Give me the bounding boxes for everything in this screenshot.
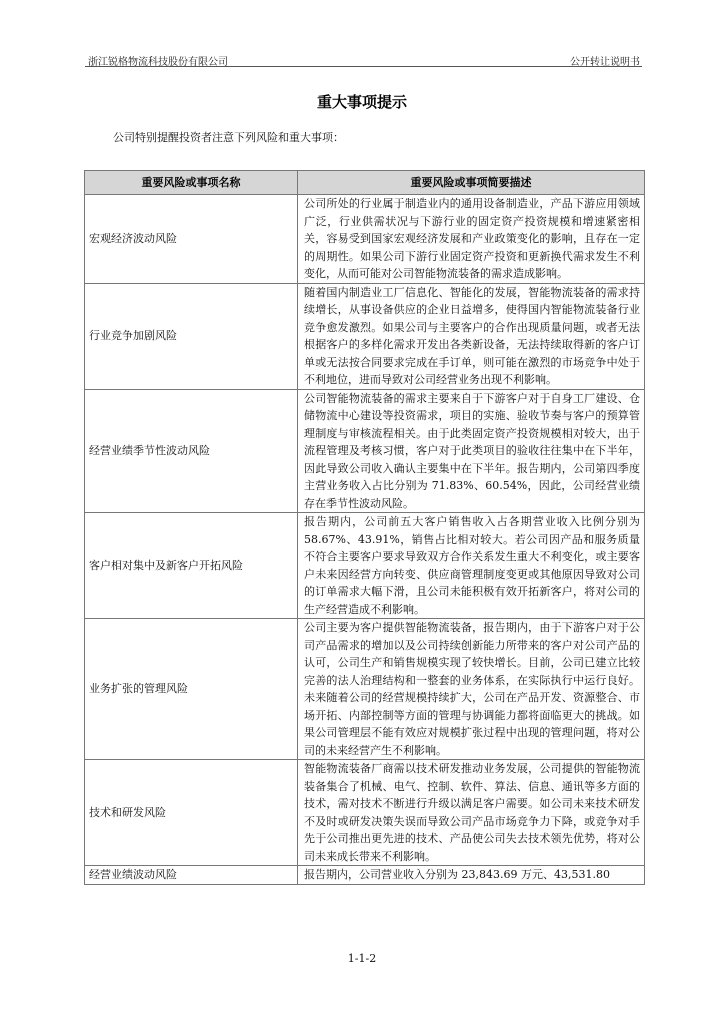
- risk-name-cell: 宏观经济波动风险: [85, 195, 298, 284]
- table-row: [85, 513, 645, 619]
- table-header-row: [85, 171, 645, 195]
- table-row: [85, 283, 645, 389]
- page-header: [85, 52, 642, 67]
- risk-description-cell: 智能物流装备厂商需以技术研发推动业务发展，公司提供的智能物流装备集合了机械、电气、控制、软件、算法、信息、通讯等多方面的技术，需对技术不断进行升级以满足客户需要。如公司未来技术研发不及时或研发决策失误而导致公司产品市场竞争力下降，或竞争对手先于公司推出更先进的技术、产品使公司失去技术领先优势，将对公司未来成长带来不利影响。: [298, 760, 645, 866]
- table-row: [85, 866, 645, 885]
- header-company-name: 浙江锐格物流科技股份有限公司: [88, 57, 228, 68]
- risk-description-cell: 报告期内，公司营业收入分别为 23,843.69 万元、43,531.80: [298, 866, 645, 885]
- table-row: [85, 619, 645, 760]
- table-row: [85, 389, 645, 513]
- column-header-risk-name: 重要风险或事项名称: [85, 171, 298, 195]
- risk-description-cell: 公司所处的行业属于制造业内的通用设备制造业，产品下游应用领域广泛，行业供需状况与下游行业的固定资产投资规模和增速紧密相关，容易受到国家宏观经济发展和产业政策变化的影响，且存在一定的周期性。如果公司下游行业固定资产投资和更新换代需求发生不利变化，从而可能对公司智能物流装备的需求造成影响。: [298, 195, 645, 284]
- header-document-type: 公开转让说明书: [570, 57, 640, 68]
- risk-description-cell: 公司主要为客户提供智能物流装备，报告期内，由于下游客户对于公司产品需求的增加以及公司持续创新能力所带来的客户对公司产品的认可，公司生产和销售规模实现了较快增长。目前，公司已建立比较完善的法人治理结构和一整套的业务体系，在实际执行中运行良好。未来随着公司的经营规模持续扩大，公司在产品开发、资源整合、市场开拓、内部控制等方面的管理与协调能力都将面临更大的挑战。如果公司管理层不能有效应对规模扩张过程中出现的管理问题，将对公司的未来经营产生不利影响。: [298, 619, 645, 760]
- risk-name-cell: 技术和研发风险: [85, 760, 298, 866]
- risk-name-cell: 行业竞争加剧风险: [85, 283, 298, 389]
- risk-name-cell: 客户相对集中及新客户开拓风险: [85, 513, 298, 619]
- column-header-risk-description: 重要风险或事项简要描述: [298, 171, 645, 195]
- risk-name-cell: 经营业绩波动风险: [85, 866, 298, 885]
- risk-name-cell: 经营业绩季节性波动风险: [85, 389, 298, 513]
- table-row: [85, 195, 645, 284]
- page-number: 1-1-2: [347, 952, 377, 965]
- risk-description-cell: 公司智能物流装备的需求主要来自于下游客户对于自身工厂建设、仓储物流中心建设等投资需求，项目的实施、验收节奏与客户的预算管理制度与审核流程相关。由于此类固定资产投资规模相对较大，出于流程管理及考核习惯，客户对于此类项目的验收往往集中在下半年，因此导致公司收入确认主要集中在下半年。报告期内，公司第四季度主营业务收入占比分别为 71.83%、60.54%，因此，公司经营业绩存在季节性波动风险。: [298, 389, 645, 513]
- risk-name-cell: 业务扩张的管理风险: [85, 619, 298, 760]
- risk-description-cell: 随着国内制造业工厂信息化、智能化的发展，智能物流装备的需求持续增长，从事设备供应的企业日益增多，使得国内智能物流装备行业竞争愈发激烈。如果公司与主要客户的合作出现质量问题，或者无法根据客户的多样化需求开发出各类新设备，无法持续取得新的客户订单或无法按合同要求完成在手订单，则可能在激烈的市场竞争中处于不利地位，进而导致对公司经营业务出现不利影响。: [298, 283, 645, 389]
- risk-table: [84, 170, 645, 885]
- page-title: 重大事项提示: [316, 93, 407, 111]
- table-row: [85, 760, 645, 866]
- intro-paragraph: 公司特别提醒投资者注意下列风险和重大事项：: [113, 131, 344, 144]
- risk-description-cell: 报告期内，公司前五大客户销售收入占各期营业收入比例分别为 58.67%、43.91%，销售占比相对较大。若公司因产品和服务质量不符合主要客户要求导致双方合作关系发生重大不利变化，或主要客户未来因经营方向转变、供应商管理制度变更或其他原因导致对公司的订单需求大幅下滑，且公司未能积极有效开拓新客户，将对公司的生产经营造成不利影响。: [298, 513, 645, 619]
